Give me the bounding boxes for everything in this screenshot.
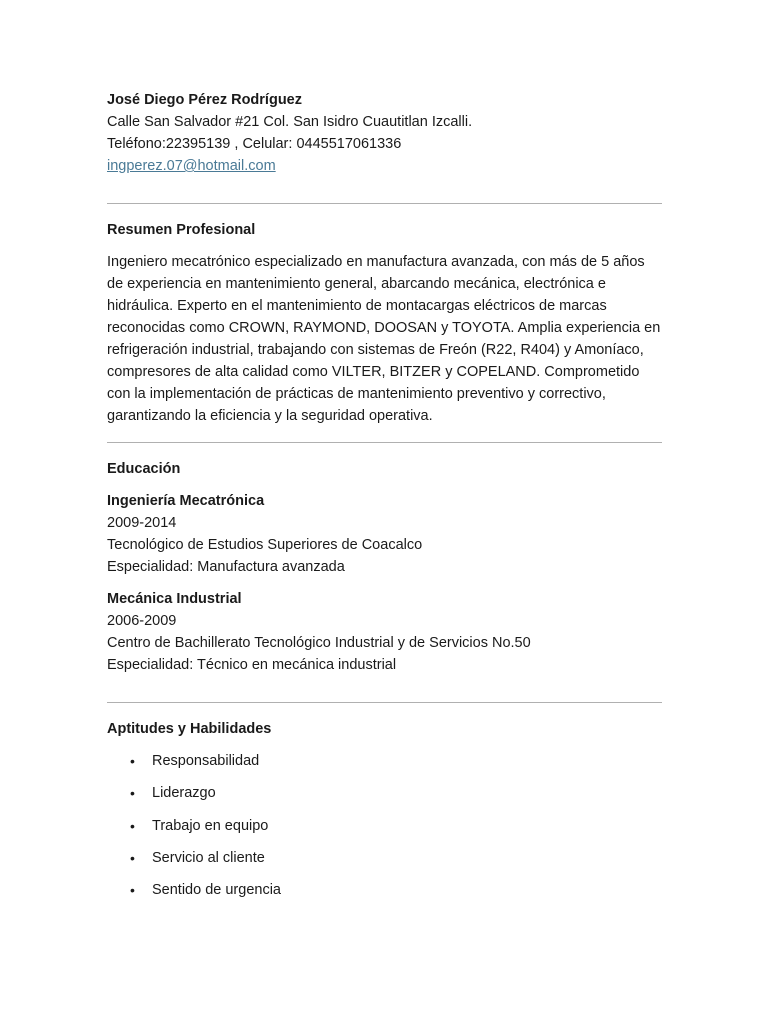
list-item xyxy=(107,815,662,837)
skills-list xyxy=(107,750,662,901)
education-institution: Centro de Bachillerato Tecnológico Industrial y de Servicios No.50 xyxy=(107,635,531,651)
email-link[interactable]: ingperez.07@hotmail.com xyxy=(107,158,276,174)
divider xyxy=(107,702,662,703)
contact-phone: Teléfono:22395139 , Celular: 0445517061336 xyxy=(107,136,402,152)
summary-section xyxy=(107,219,662,427)
education-degree: Mecánica Industrial xyxy=(107,591,242,607)
education-institution: Tecnológico de Estudios Superiores de Coacalco xyxy=(107,537,423,553)
skills-section xyxy=(107,718,662,901)
list-item xyxy=(107,782,662,804)
candidate-name: José Diego Pérez Rodríguez xyxy=(107,92,302,108)
education-title: Educación xyxy=(107,461,181,477)
education-section xyxy=(107,458,662,676)
summary-title: Resumen Profesional xyxy=(107,222,256,238)
contact-section xyxy=(107,89,662,177)
list-item xyxy=(107,750,662,772)
list-item xyxy=(107,879,662,901)
bullet-icon: • xyxy=(130,849,135,866)
resume-content xyxy=(107,89,662,911)
divider xyxy=(107,442,662,443)
education-specialty: Especialidad: Técnico en mecánica industrial xyxy=(107,657,397,673)
education-entry xyxy=(107,490,662,578)
bullet-icon: • xyxy=(130,753,135,769)
bullet-icon: • xyxy=(130,882,135,899)
summary-text: Ingeniero mecatrónico especializado en manufactura avanzada, con más de 5 años de experiencia en mantenimiento general, abarcando mecánica, electrónica e hidráulica. Experto en el mantenimiento de montacargas eléctricos de marcas reconocidas como CROWN, RAYMOND, DOOSAN y TOYOTA. Amplia experiencia en refrigeración industrial, trabajando con sistemas de Freón (R22, R404) y Amoníaco, compresores de alta calidad como VILTER, BITZER y COPELAND. Comprometido con la implementación de prácticas de mantenimiento preventivo y correctivo, garantizando la eficiencia y la seguridad operativa. xyxy=(107,254,661,424)
education-entry xyxy=(107,588,662,676)
skill-label: Liderazgo xyxy=(152,785,216,802)
bullet-icon: • xyxy=(130,817,135,834)
education-specialty: Especialidad: Manufactura avanzada xyxy=(107,559,345,575)
skill-label: Servicio al cliente xyxy=(152,849,265,866)
education-years: 2006-2009 xyxy=(107,613,177,629)
skill-label: Responsabilidad xyxy=(152,753,260,769)
education-years: 2009-2014 xyxy=(107,515,177,531)
contact-address: Calle San Salvador #21 Col. San Isidro Cuautitlan Izcalli. xyxy=(107,114,473,130)
skill-label: Sentido de urgencia xyxy=(152,882,281,899)
bullet-icon: • xyxy=(130,785,135,802)
education-degree: Ingeniería Mecatrónica xyxy=(107,493,265,509)
skill-label: Trabajo en equipo xyxy=(152,817,269,834)
list-item xyxy=(107,847,662,869)
skills-title: Aptitudes y Habilidades xyxy=(107,721,272,737)
divider xyxy=(107,203,662,204)
